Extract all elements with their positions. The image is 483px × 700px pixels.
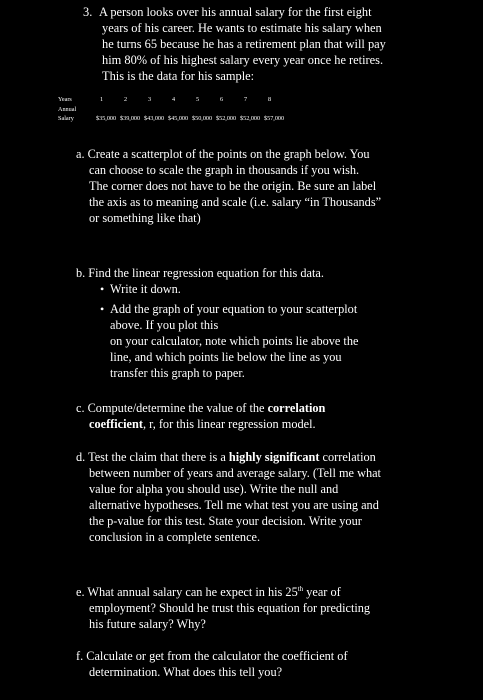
annual-label-row (58, 105, 358, 115)
intro-line: This is the data for his sample: (102, 69, 255, 83)
part-d-line: the p-value for this test. State your decision. Write your (89, 514, 362, 528)
years-label: Years (58, 96, 72, 103)
year-cell: 8 (268, 96, 272, 103)
salary-data-table (58, 95, 358, 124)
part-b (76, 265, 446, 381)
part-b-title: b. Find the linear regression equation for this data. (76, 266, 324, 280)
year-cell: 6 (220, 96, 224, 103)
salary-cell: $39,000 (120, 115, 141, 122)
year-cell: 2 (124, 96, 128, 103)
intro-line: A person looks over his annual salary for the first eight (99, 5, 372, 19)
salary-cell: $52,000 (216, 115, 237, 122)
part-c (76, 400, 446, 432)
part-d (76, 449, 446, 545)
salary-label: Salary (58, 115, 74, 122)
part-d-text: correlation (319, 450, 376, 464)
part-d-line: alternative hypotheses. Tell me what test you are using and (89, 498, 379, 512)
salary-cell: $50,000 (192, 115, 213, 122)
part-a-line: or something like that) (89, 211, 201, 225)
part-b-bullet-text: on your calculator, note which points lie above the (110, 334, 359, 348)
part-b-bullet-text: Add the graph of your equation to your scatterplot (110, 302, 358, 316)
bullet-icon: • (100, 282, 105, 296)
intro-line: he turns 65 because he has a retirement plan that will pay (102, 37, 386, 51)
part-e-text: year of (303, 585, 341, 600)
part-b-bullet (100, 281, 446, 297)
part-b-bullet-text: transfer this graph to paper. (110, 366, 245, 380)
salary-cell: $57,000 (264, 115, 285, 122)
part-e-superscript: th (297, 585, 304, 593)
part-d-line1 (76, 449, 446, 465)
salary-row (58, 114, 358, 124)
part-c-line2 (76, 416, 446, 432)
part-e (76, 581, 446, 632)
year-cell: 4 (172, 96, 176, 103)
part-a (76, 146, 446, 226)
part-e-line: employment? Should he trust this equation for predicting (89, 601, 371, 616)
year-cell: 3 (148, 96, 152, 103)
part-b-bullet-text: above. If you plot this (110, 318, 219, 332)
part-b-bullet (100, 301, 446, 381)
part-c-line1 (76, 400, 446, 416)
year-cell: 1 (100, 96, 104, 103)
part-a-line: the axis as to meaning and scale (i.e. salary “in Thousands” (89, 195, 382, 209)
part-a-line: The corner does not have to be the origin. Be sure an label (89, 179, 377, 193)
part-d-line: between number of years and average salary. (Tell me what (89, 466, 381, 480)
part-a-line: a. Create a scatterplot of the points on the graph below. You (76, 147, 370, 161)
intro-line: him 80% of his highest salary every year once he retires. (102, 53, 384, 67)
annual-label: Annual (58, 105, 77, 113)
part-f (76, 648, 446, 680)
part-d-bold: highly significant (228, 450, 320, 464)
year-cell: 7 (244, 96, 248, 103)
part-e-line1 (76, 581, 446, 600)
intro-line: years of his career. He wants to estimate his salary when (102, 21, 382, 35)
part-f-line: f. Calculate or get from the calculator the coefficient of (76, 649, 348, 663)
bullet-icon: • (100, 302, 105, 316)
part-c-text: c. Compute/determine the value of the (76, 401, 268, 415)
part-b-bullet-text: Write it down. (110, 282, 181, 296)
salary-cell: $43,000 (144, 115, 165, 122)
part-f-line: determination. What does this tell you? (89, 665, 283, 679)
part-d-text: d. Test the claim that there is a (76, 450, 229, 464)
salary-cell: $45,000 (168, 115, 189, 122)
salary-cell: $52,000 (240, 115, 261, 122)
part-e-text: e. What annual salary can he expect in his 25 (76, 585, 298, 600)
part-c-bold: coefficient (89, 417, 143, 431)
part-b-bullet-text: line, and which points lie below the line as you (110, 350, 342, 364)
part-c-text: , r, for this linear regression model. (142, 417, 316, 431)
part-d-line: value for alpha you should use). Write the null and (89, 482, 339, 496)
part-a-line: can choose to scale the graph in thousands if you wish. (89, 163, 360, 177)
salary-cell: $35,000 (96, 115, 117, 122)
part-d-line: conclusion in a complete sentence. (89, 530, 261, 544)
year-cell: 5 (196, 96, 200, 103)
part-e-line: his future salary? Why? (89, 617, 206, 632)
part-c-bold: correlation (267, 401, 326, 415)
question-number: 3. (83, 5, 93, 19)
years-row (58, 95, 358, 105)
